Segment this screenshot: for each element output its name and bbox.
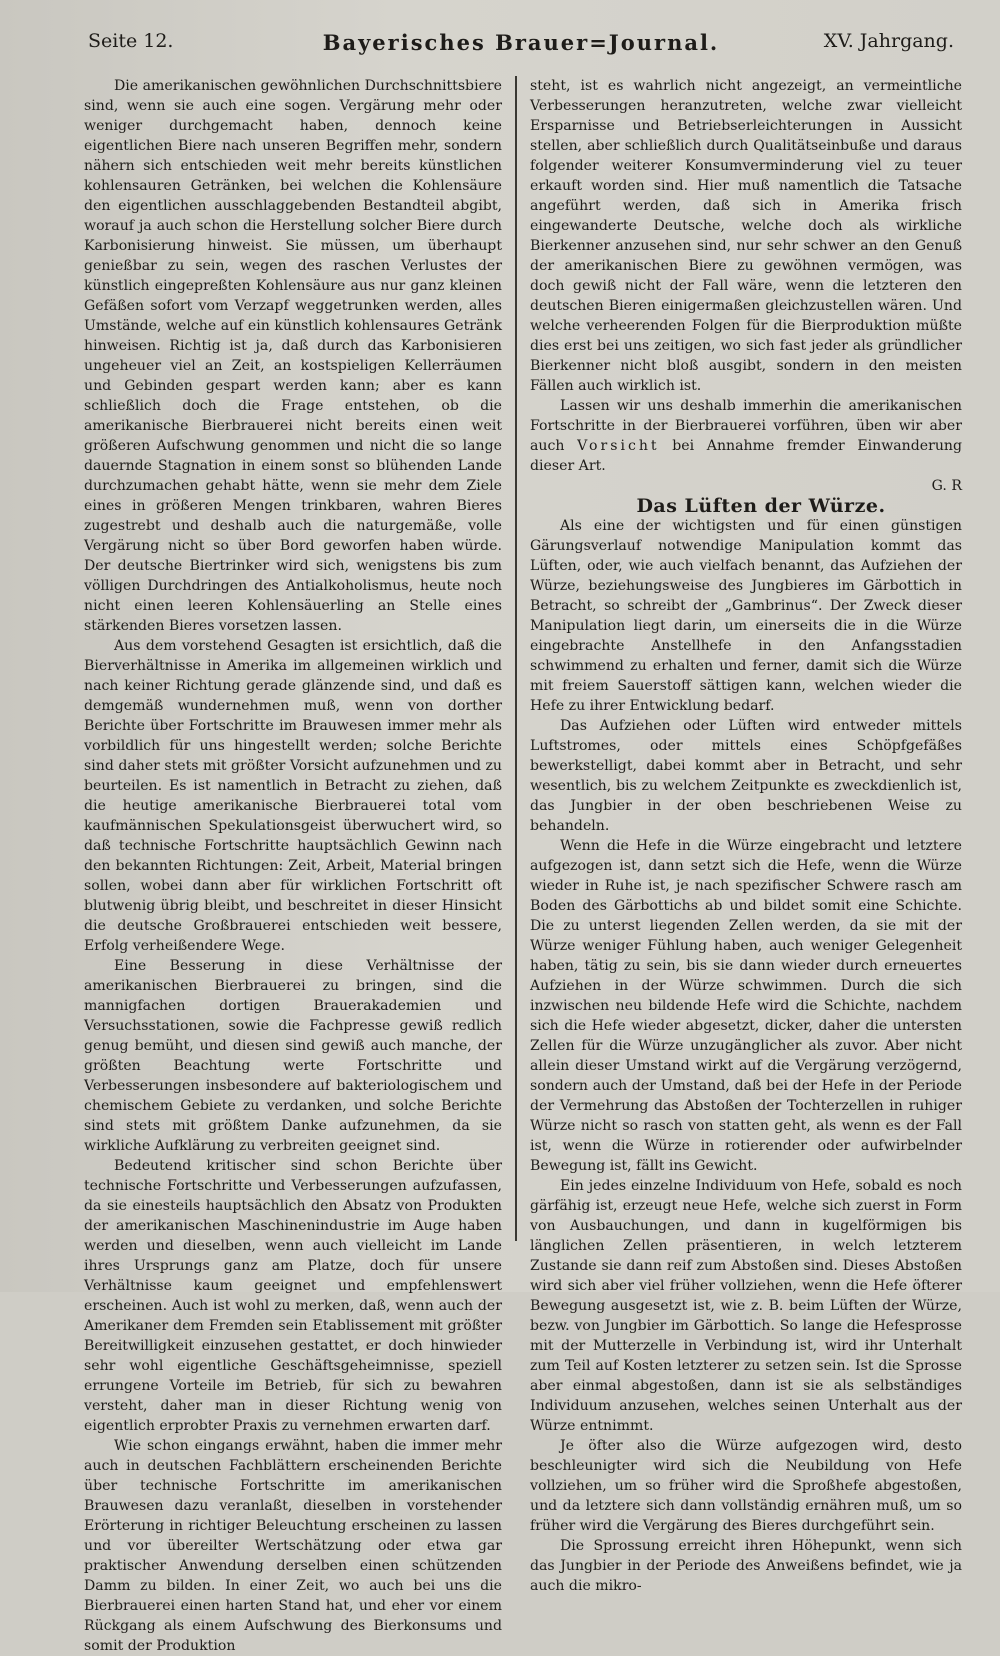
paragraph: Aus dem vorstehend Gesagten ist ersichtlich, daß die Bierverhältnisse in Amerika im allgemeinen wirklich und nach keiner Richtung gerade glänzende sind, und daß es demgemäß wundernehmen muß, wenn von dorther Berichte über Fortschritte im Brauwesen immer mehr als vorbildlich für uns hingestellt werden; solche Berichte sind daher stets mit größter Vorsicht aufzunehmen und zu beurteilen. Es ist namentlich in Betracht zu ziehen, daß die heutige amerikanische Bierbrauerei total vom kaufmännischen Spekulationsgeist überwuchert wird, so daß technische Fortschritte hauptsächlich Gewinn nach den bekannten Richtungen: Zeit, Arbeit, Material bringen sollen, wobei dann aber für wirklichen Fortschritt oft blutwenig übrig bleibt, und beschreitet in dieser Hinsicht die deutsche Großbrauerei entschieden weit bessere, Erfolg verheißendere Wege. bbox=[84, 638, 502, 954]
journal-title: Bayerisches Brauer=Journal. bbox=[322, 30, 720, 55]
volume-label: XV. Jahrgang. bbox=[823, 30, 954, 52]
paragraph: Wenn die Hefe in die Würze eingebracht und letztere aufgezogen ist, dann setzt sich die Hefe, wenn die Würze wieder in Ruhe ist, je nach spezifischer Schwere rasch am Boden des Gärbottichs ab und bildet somit eine Schichte. Die zu unterst liegenden Zellen werden, da sie mit der Würze weniger Fühlung haben, auch weniger Gelegenheit haben, tätig zu sein, bis sie dann wieder durch erneuertes Aufziehen in der Würze schwimmen. Durch die sich inzwischen neu bildende Hefe wird die Schichte, nachdem sich die Hefe wieder abgesetzt, dicker, daher die untersten Zellen für die Würze unzugänglicher als zuvor. Aber nicht allein dieser Umstand wirkt auf die Vergärung verzögernd, sondern auch der Umstand, daß bei der Hefe in der Periode der Vermehrung das Abstoßen der Tochterzellen in ruhiger Würze nicht so rasch von statten geht, als wenn es der Fall ist, wenn die Würze in rotierender oder aufwirbelnder Bewegung ist, fällt ins Gewicht. bbox=[530, 838, 962, 1174]
paragraph: Das Aufziehen oder Lüften wird entweder mittels Luftstromes, oder mittels eines Schöpfgefäßes bewerkstelligt, dabei kommt aber in Betracht, und sehr wesentlich, bis zu welchem Zeitpunkte es zweckdienlich ist, das Jungbier in der oben beschriebenen Weise zu behandeln. bbox=[530, 718, 962, 834]
right-column bbox=[530, 76, 962, 1596]
left-column bbox=[84, 76, 502, 1656]
paragraph: Eine Besserung in diese Verhältnisse der amerikanischen Bierbrauerei zu bringen, sind die mannigfachen dortigen Brauerakademien und Versuchsstationen, sowie die Fachpresse gewiß redlich genug bemüht, und diesen sind gewiß auch manche, der größten Beachtung werte Fortschritte und Verbesserungen insbesondere auf bakteriologischem und chemischem Gebiete zu verdanken, und solche Berichte sind stets mit größtem Danke aufzunehmen, da sie wirkliche Aufklärung zu verbreiten geeignet sind. bbox=[84, 958, 502, 1154]
paragraph: Wie schon eingangs erwähnt, haben die immer mehr auch in deutschen Fachblättern erscheinenden Berichte über technische Fortschritte im amerikanischen Brauwesen dazu veranlaßt, dieselben in vorstehender Erörterung in richtiger Beleuchtung erscheinen zu lassen und vor übereilter Wertschätzung oder etwa gar praktischer Anwendung derselben einen schützenden Damm zu bilden. In einer Zeit, wo auch bei uns die Bierbrauerei einen harten Stand hat, und eher vor einem Rückgang als einem Aufschwung des Bierkonsums und somit der Produktion bbox=[84, 1438, 502, 1654]
paragraph bbox=[530, 396, 962, 476]
author-signature: G. R bbox=[931, 478, 962, 494]
paragraph: Je öfter also die Würze aufgezogen wird, desto beschleunigter wird sich die Neubildung von Hefe vollziehen, um so früher wird die Sproßhefe abgestoßen, und da letztere sich dann vollständig ernähren muß, um so früher wird die Vergärung des Bieres durchgeführt sein. bbox=[530, 1438, 962, 1534]
paragraph: Bedeutend kritischer sind schon Berichte über technische Fortschritte und Verbesserungen aufzufassen, da sie einesteils hauptsächlich den Absatz von Produkten der amerikanischen Maschinenindustrie im Auge haben werden und dieselben, wenn auch vielleicht im Lande ihres Ursprungs ganz am Platze, doch für unsere Verhältnisse kaum geeignet und empfehlenswert erscheinen. Auch ist wohl zu merken, daß, wenn auch der Amerikaner dem Fremden sein Etablissement mit größter Bereitwilligkeit einzusehen gestattet, er doch hinwieder sehr wohl eigentliche Geschäftsgeheimnisse, speziell errungene Vorteile im Betrieb, für sich zu bewahren versteht, daher man in dieser Richtung wenig von eigentlich erprobter Praxis zu vernehmen erwarten darf. bbox=[84, 1158, 502, 1434]
emphasized-word: Vorsicht bbox=[577, 438, 660, 454]
page-header bbox=[88, 30, 954, 70]
paragraph: Als eine der wichtigsten und für einen günstigen Gärungsverlauf notwendige Manipulation kommt das Lüften, oder, wie auch vielfach benannt, das Aufziehen der Würze, beziehungsweise des Jungbieres im Gärbottich in Betracht, so schreibt der „Gambrinus“. Der Zweck dieser Manipulation liegt darin, um einerseits die in die Würze eingebrachte Anstellhefe in den Anfangsstadien schwimmend zu erhalten und ferner, damit sich die Würze mit freiem Sauerstoff sättigen kann, welchen wieder die Hefe zu ihrer Entwicklung bedarf. bbox=[530, 518, 962, 714]
text-run: Lassen wir uns deshalb immerhin die amerikanischen Fortschritte in der Bierbrauerei vorführen, üben wir aber auch bbox=[530, 398, 962, 454]
text-run: bei Annahme fremder Einwanderung dieser Art. bbox=[530, 438, 963, 474]
paragraph: steht, ist es wahrlich nicht angezeigt, an vermeintliche Verbesserungen heranzutreten, welche zwar vielleicht Ersparnisse und Betriebserleichterungen in Aussicht stellen, aber schließlich durch Qualitätseinbuße und daraus folgender weiterer Konsumverminderung viel zu teuer erkauft worden sind. Hier muß namentlich die Tatsache angeführt werden, daß sich in Amerika frisch eingewanderte Deutsche, welche doch als wirkliche Bierkenner anzusehen sind, nur sehr schwer an den Genuß der amerikanischen Biere zu gewöhnen vermögen, was doch gewiß nicht der Fall wäre, wenn die letzteren den deutschen Bieren einigermaßen gleichzustellen wären. Und welche verheerenden Folgen für die Bierproduktion müßte dies erst bei uns zeitigen, wo sich fast jeder als gründlicher Bierkenner nicht bloß ausgibt, sondern in den meisten Fällen auch wirklich ist. bbox=[530, 78, 962, 394]
column-divider bbox=[515, 76, 517, 1241]
article-heading: Das Lüften der Würze. bbox=[636, 495, 886, 517]
paragraph: Die Sprossung erreicht ihren Höhepunkt, wenn sich das Jungbier in der Periode des Anweißens befindet, wie ja auch die mikro- bbox=[530, 1538, 962, 1594]
page-number: Seite 12. bbox=[88, 30, 174, 52]
paragraph: Ein jedes einzelne Individuum von Hefe, sobald es noch gärfähig ist, erzeugt neue Hefe, welche sich zuerst in Form von Ausbauchungen, und dann in kugelförmigen bis länglichen Zellen präsentieren, in welch letzterem Zustande sie dann reif zum Abstoßen sind. Dieses Abstoßen wird sich aber viel früher vollziehen, wenn die Hefe öfterer Bewegung ausgesetzt ist, wie z. B. beim Lüften der Würze, bezw. von Jungbier im Gärbottich. So lange die Hefesprosse mit der Mutterzelle in Verbindung ist, wird ihr Unterhalt zum Teil auf Kosten letzterer zu setzen sein. Ist die Sprosse aber einmal abgestoßen, dann ist sie als selbständiges Individuum anzusehen, welches seinen Unterhalt aus der Würze entnimmt. bbox=[530, 1178, 962, 1434]
paragraph: Die amerikanischen gewöhnlichen Durchschnittsbiere sind, wenn sie auch eine sogen. Vergärung mehr oder weniger durchgemacht haben, dennoch keine eigentlichen Biere nach unseren Begriffen mehr, sondern nähern sich entschieden weit mehr bereits künstlichen kohlensauren Getränken, bei welchen die Kohlensäure den eigentlichen ausschlaggebenden Bestandteil abgibt, worauf ja auch schon die Herstellung solcher Biere durch Karbonisierung hinweist. Sie müssen, um überhaupt genießbar zu sein, wegen des raschen Verlustes der künstlich eingepreßten Kohlensäure aus nur ganz kleinen Gefäßen sofort vom Verzapf weggetrunken werden, alles Umstände, welche auf ein künstlich kohlensaures Getränk hinweisen. Richtig ist ja, daß durch das Karbonisieren ungeheuer viel an Zeit, an kostspieligen Kellerräumen und Gebinden gespart werden kann; aber es kann schließlich doch die Frage entstehen, ob die amerikanische Bierbrauerei nicht bereits einen weit größeren Aufschwung genommen und nicht die so lange dauernde Stagnation in einem sonst so blühenden Lande durchzumachen gehabt hätte, wenn sie mehr dem Ziele eines in größeren Mengen trinkbaren, wahren Bieres zugestrebt und deshalb auch die naturgemäße, volle Vergärung nicht so über Bord geworfen haben würde. Der deutsche Biertrinker wird sich, wenigstens bis zum völligen Durchdringen des Antialkoholismus, heute noch nicht einen leeren Kohlensäuerling an Stelle eines stärkenden Bieres vorsetzen lassen. bbox=[84, 78, 502, 634]
